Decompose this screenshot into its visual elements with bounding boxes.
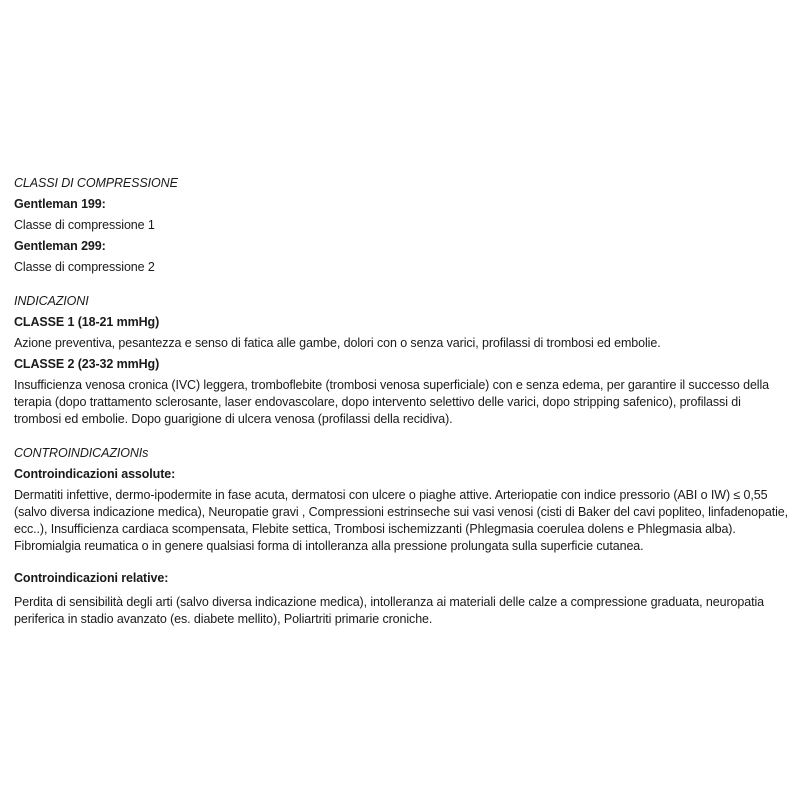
indications-heading: INDICAZIONI — [14, 294, 89, 308]
section-indications — [14, 293, 790, 428]
relative-contraindications-text: Perdita di sensibilità degli arti (salvo diversa indicazione medica), intolleranza ai materiali delle calze a compressione graduata, neuropatia periferica in stadio avanzato (es. diabete mellito), Poliartriti primarie croniche. — [14, 595, 764, 626]
gentleman-199-class: Classe di compressione 1 — [14, 218, 155, 232]
gentleman-299-class: Classe di compressione 2 — [14, 260, 155, 274]
class1-indications-text: Azione preventiva, pesantezza e senso di fatica alle gambe, dolori con o senza varici, profilassi di trombosi ed embolie. — [14, 336, 661, 350]
absolute-contraindications-text: Dermatiti infettive, dermo-ipodermite in fase acuta, dermatosi con ulcere o piaghe attive. Arteriopatie con indice pressorio (ABI o IW) ≤ 0,55 (salvo diversa indicazione medica), Neuropatie gravi , Compressioni estrinseche sui vasi venosi (cisti di Baker del cavi popliteo, linfadenopatie, ecc..), Insufficienza cardiaca scompensata, Flebite settica, Trombosi ischemizzanti (Phlegmasia coerulea dolens e Phlegmasia alba). Fibromialgia reumatica o in genere qualsiasi forma di intolleranza alla pressione prolungata sulla superficie cutanea. — [14, 488, 788, 553]
class2-subheading: CLASSE 2 (23-32 mmHg) — [14, 357, 160, 371]
compression-classes-heading: CLASSI DI COMPRESSIONE — [14, 176, 178, 190]
gentleman-199-label: Gentleman 199: — [14, 197, 106, 211]
gentleman-299-label: Gentleman 299: — [14, 239, 106, 253]
relative-contraindications-subheading: Controindicazioni relative: — [14, 571, 169, 585]
section-contraindications — [14, 445, 790, 628]
class1-subheading: CLASSE 1 (18-21 mmHg) — [14, 315, 160, 329]
section-compression-classes — [14, 175, 790, 276]
class2-indications-text: Insufficienza venosa cronica (IVC) leggera, tromboflebite (trombosi venosa superficiale) con e senza edema, per garantire il successo della terapia (dopo trattamento sclerosante, laser endovascolare, dopo intervento selettivo delle varici, dopo stripping safenico), profilassi di trombosi ed embolie. Dopo guarigione di ulcera venosa (profilassi della recidiva). — [14, 378, 770, 426]
contraindications-heading: CONTROINDICAZIONIs — [14, 446, 149, 460]
absolute-contraindications-subheading: Controindicazioni assolute: — [14, 467, 176, 481]
